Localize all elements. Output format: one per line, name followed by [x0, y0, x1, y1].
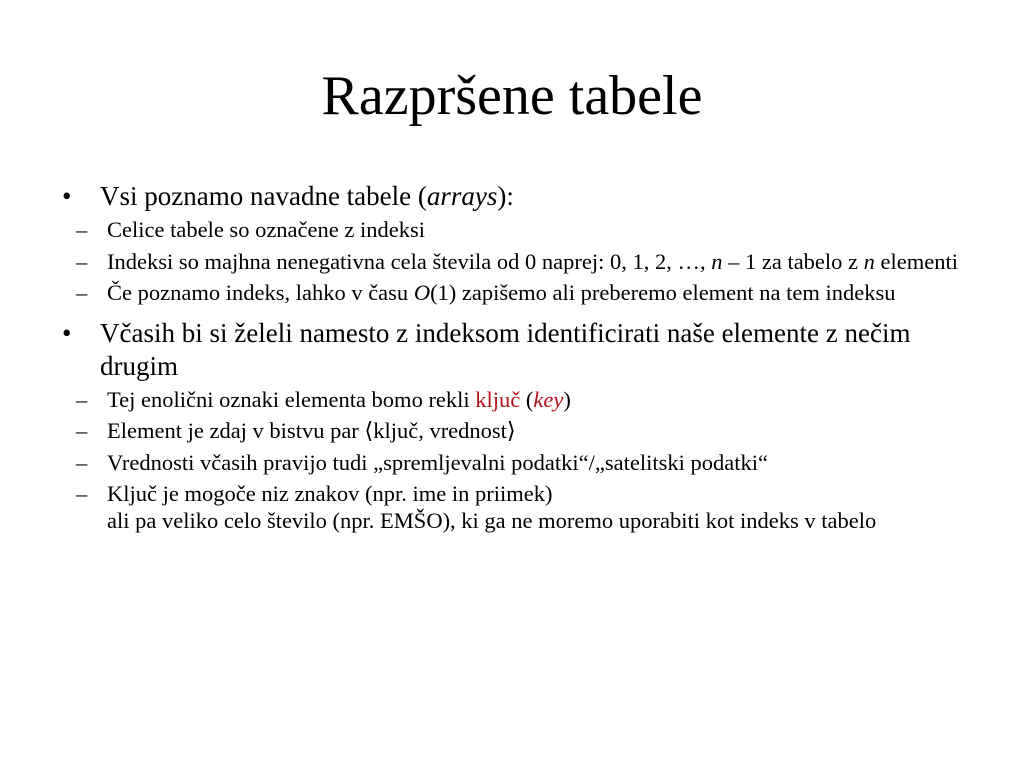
subpoint-satellite-data — [62, 450, 982, 477]
dash-icon: – — [76, 449, 88, 475]
subpoint-key — [62, 387, 982, 414]
dash-icon: – — [76, 418, 88, 443]
subpoint-text: Celice tabele so označene z indeksi — [107, 217, 425, 242]
sublist-identify — [62, 387, 982, 535]
key-highlight: ključ — [475, 386, 521, 412]
subpoint-italic: n — [711, 248, 723, 274]
bullet-icon: • — [62, 181, 72, 211]
subpoint-text-part: ( — [520, 386, 534, 412]
subpoint-text-part: elementi — [874, 248, 958, 274]
dash-icon: – — [76, 481, 88, 506]
slide-content — [62, 180, 982, 544]
bullet-identify — [62, 317, 982, 383]
subpoint-text-part: (1) zapišemo ali preberemo element na tem indeksu — [430, 280, 896, 305]
subpoint-text-part: – 1 za tabelo z — [722, 248, 864, 274]
bullet-text-italic: arrays — [426, 181, 498, 211]
dash-icon: – — [76, 280, 88, 305]
subpoint-line: ali pa veliko celo število (npr. EMŠO), ki ga ne moremo uporabiti kot indeks v tabelo — [107, 507, 877, 533]
subpoint-pair — [62, 418, 982, 445]
subpoint-text-part: Indeksi so majhna nenegativna cela števila od 0 naprej: 0, 1, 2, …, — [107, 248, 712, 274]
subpoint-text: Vrednosti včasih pravijo tudi „spremljevalni podatki“/„satelitski podatki“ — [107, 449, 768, 475]
subpoint-indices — [62, 217, 982, 244]
subpoint-italic: O — [413, 280, 431, 305]
bullet-text-part: ): — [497, 181, 514, 211]
bullet-text: Včasih bi si želeli namesto z indeksom identificirati naše elemente z nečim drugim — [100, 317, 911, 381]
subpoint-text: Element je zdaj v bistvu par ⟨ključ, vrednost⟩ — [107, 418, 516, 443]
dash-icon: – — [76, 386, 88, 412]
key-highlight-italic: key — [533, 386, 564, 412]
subpoint-constant-time — [62, 280, 982, 307]
subpoint-line: Ključ je mogoče niz znakov (npr. ime in priimek) — [107, 481, 553, 506]
dash-icon: – — [76, 248, 88, 274]
bullet-arrays — [62, 180, 982, 213]
bullet-icon: • — [62, 317, 72, 348]
sublist-arrays — [62, 217, 982, 307]
subpoint-text-part: Tej enolični oznaki elementa bomo rekli — [107, 386, 476, 412]
subpoint-index-range — [62, 249, 982, 276]
slide-title: Razpršene tabele — [321, 65, 703, 127]
subpoint-text-part: ) — [563, 386, 571, 412]
subpoint-key-examples — [62, 481, 982, 534]
subpoint-italic: n — [863, 248, 875, 274]
bullet-text-part: Vsi poznamo navadne tabele ( — [100, 181, 427, 211]
dash-icon: – — [76, 217, 88, 242]
subpoint-text-part: Če poznamo indeks, lahko v času — [107, 280, 414, 305]
